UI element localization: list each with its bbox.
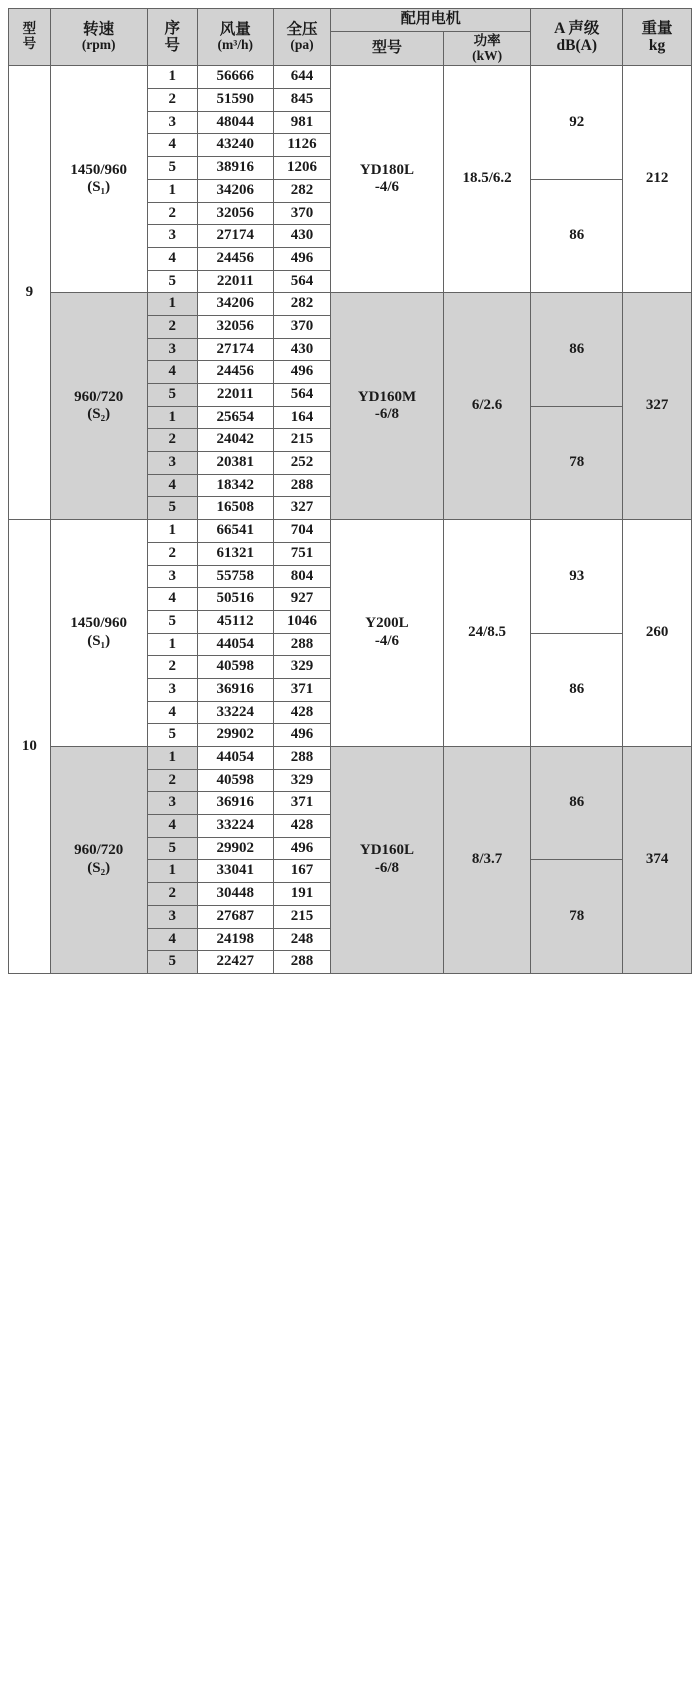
cell-airflow: 51590 bbox=[197, 89, 273, 112]
cell-sequence: 2 bbox=[147, 542, 197, 565]
cell-sequence: 5 bbox=[147, 384, 197, 407]
cell-total-pressure: 371 bbox=[273, 678, 330, 701]
cell-speed: 1450/960 (S₁) bbox=[50, 520, 147, 747]
cell-sequence: 3 bbox=[147, 338, 197, 361]
cell-total-pressure: 496 bbox=[273, 247, 330, 270]
cell-sequence: 2 bbox=[147, 429, 197, 452]
cell-sequence: 3 bbox=[147, 111, 197, 134]
cell-sequence: 3 bbox=[147, 565, 197, 588]
cell-airflow: 22427 bbox=[197, 951, 273, 974]
cell-airflow: 24456 bbox=[197, 247, 273, 270]
cell-motor-power: 18.5/6.2 bbox=[443, 66, 531, 293]
cell-sequence: 5 bbox=[147, 497, 197, 520]
cell-motor-power: 24/8.5 bbox=[443, 520, 531, 747]
cell-airflow: 27174 bbox=[197, 225, 273, 248]
cell-sequence: 4 bbox=[147, 588, 197, 611]
cell-airflow: 18342 bbox=[197, 474, 273, 497]
cell-total-pressure: 496 bbox=[273, 837, 330, 860]
cell-sequence: 4 bbox=[147, 361, 197, 384]
cell-sequence: 2 bbox=[147, 769, 197, 792]
cell-sequence: 4 bbox=[147, 701, 197, 724]
cell-total-pressure: 282 bbox=[273, 179, 330, 202]
cell-airflow: 32056 bbox=[197, 202, 273, 225]
cell-sequence: 5 bbox=[147, 951, 197, 974]
cell-sequence: 1 bbox=[147, 293, 197, 316]
cell-total-pressure: 644 bbox=[273, 66, 330, 89]
cell-airflow: 29902 bbox=[197, 837, 273, 860]
cell-airflow: 45112 bbox=[197, 610, 273, 633]
cell-sequence: 2 bbox=[147, 656, 197, 679]
table-row bbox=[9, 66, 692, 89]
cell-airflow: 44054 bbox=[197, 633, 273, 656]
cell-noise: 78 bbox=[531, 406, 623, 519]
cell-airflow: 32056 bbox=[197, 315, 273, 338]
cell-total-pressure: 167 bbox=[273, 860, 330, 883]
cell-sequence: 1 bbox=[147, 406, 197, 429]
cell-total-pressure: 329 bbox=[273, 656, 330, 679]
cell-total-pressure: 252 bbox=[273, 452, 330, 475]
header-motor-type: 型号 bbox=[331, 31, 444, 66]
cell-airflow: 55758 bbox=[197, 565, 273, 588]
cell-airflow: 38916 bbox=[197, 157, 273, 180]
cell-total-pressure: 288 bbox=[273, 951, 330, 974]
header-sequence: 序 号 bbox=[147, 9, 197, 66]
cell-sequence: 5 bbox=[147, 724, 197, 747]
cell-total-pressure: 288 bbox=[273, 633, 330, 656]
cell-weight: 327 bbox=[623, 293, 692, 520]
cell-motor-power: 6/2.6 bbox=[443, 293, 531, 520]
table-row bbox=[9, 747, 692, 770]
cell-airflow: 22011 bbox=[197, 270, 273, 293]
fan-specification-table bbox=[8, 8, 692, 974]
cell-noise: 86 bbox=[531, 293, 623, 406]
cell-sequence: 5 bbox=[147, 610, 197, 633]
cell-speed: 960/720 (S₂) bbox=[50, 293, 147, 520]
cell-noise: 92 bbox=[531, 66, 623, 179]
cell-airflow: 36916 bbox=[197, 792, 273, 815]
cell-airflow: 34206 bbox=[197, 293, 273, 316]
cell-total-pressure: 248 bbox=[273, 928, 330, 951]
cell-total-pressure: 282 bbox=[273, 293, 330, 316]
header-motor-power: 功率 (kW) bbox=[443, 31, 531, 66]
cell-sequence: 2 bbox=[147, 89, 197, 112]
cell-total-pressure: 288 bbox=[273, 747, 330, 770]
cell-airflow: 16508 bbox=[197, 497, 273, 520]
cell-airflow: 24456 bbox=[197, 361, 273, 384]
cell-total-pressure: 845 bbox=[273, 89, 330, 112]
cell-airflow: 40598 bbox=[197, 769, 273, 792]
cell-sequence: 1 bbox=[147, 66, 197, 89]
cell-airflow: 24198 bbox=[197, 928, 273, 951]
cell-airflow: 25654 bbox=[197, 406, 273, 429]
cell-motor-type: YD160L -6/8 bbox=[331, 747, 444, 974]
cell-airflow: 20381 bbox=[197, 452, 273, 475]
cell-sequence: 5 bbox=[147, 837, 197, 860]
table-body bbox=[9, 66, 692, 974]
cell-total-pressure: 430 bbox=[273, 338, 330, 361]
cell-sequence: 3 bbox=[147, 225, 197, 248]
cell-sequence: 4 bbox=[147, 815, 197, 838]
cell-total-pressure: 327 bbox=[273, 497, 330, 520]
cell-sequence: 5 bbox=[147, 157, 197, 180]
cell-total-pressure: 564 bbox=[273, 270, 330, 293]
cell-sequence: 4 bbox=[147, 928, 197, 951]
cell-sequence: 2 bbox=[147, 202, 197, 225]
header-weight: 重量 kg bbox=[623, 9, 692, 66]
cell-airflow: 56666 bbox=[197, 66, 273, 89]
cell-total-pressure: 564 bbox=[273, 384, 330, 407]
cell-total-pressure: 215 bbox=[273, 905, 330, 928]
cell-motor-type: YD160M -6/8 bbox=[331, 293, 444, 520]
cell-airflow: 33224 bbox=[197, 701, 273, 724]
cell-motor-power: 8/3.7 bbox=[443, 747, 531, 974]
cell-total-pressure: 370 bbox=[273, 315, 330, 338]
cell-speed: 960/720 (S₂) bbox=[50, 747, 147, 974]
cell-total-pressure: 927 bbox=[273, 588, 330, 611]
cell-total-pressure: 1206 bbox=[273, 157, 330, 180]
cell-airflow: 22011 bbox=[197, 384, 273, 407]
header-motor-group: 配用电机 bbox=[331, 9, 531, 32]
cell-airflow: 43240 bbox=[197, 134, 273, 157]
cell-airflow: 29902 bbox=[197, 724, 273, 747]
table-row bbox=[9, 520, 692, 543]
cell-total-pressure: 704 bbox=[273, 520, 330, 543]
header-total-pressure: 全压 (pa) bbox=[273, 9, 330, 66]
cell-airflow: 44054 bbox=[197, 747, 273, 770]
cell-total-pressure: 288 bbox=[273, 474, 330, 497]
table-header bbox=[9, 9, 692, 66]
cell-total-pressure: 981 bbox=[273, 111, 330, 134]
cell-sequence: 1 bbox=[147, 633, 197, 656]
header-airflow: 风量 (m³/h) bbox=[197, 9, 273, 66]
cell-speed: 1450/960 (S₁) bbox=[50, 66, 147, 293]
table-row bbox=[9, 293, 692, 316]
cell-sequence: 3 bbox=[147, 678, 197, 701]
cell-airflow: 61321 bbox=[197, 542, 273, 565]
cell-sequence: 1 bbox=[147, 860, 197, 883]
cell-total-pressure: 496 bbox=[273, 361, 330, 384]
cell-motor-type: YD180L -4/6 bbox=[331, 66, 444, 293]
cell-weight: 212 bbox=[623, 66, 692, 293]
cell-total-pressure: 428 bbox=[273, 701, 330, 724]
header-noise: A 声级 dB(A) bbox=[531, 9, 623, 66]
cell-sequence: 1 bbox=[147, 520, 197, 543]
cell-total-pressure: 191 bbox=[273, 883, 330, 906]
cell-total-pressure: 430 bbox=[273, 225, 330, 248]
cell-airflow: 27687 bbox=[197, 905, 273, 928]
cell-total-pressure: 371 bbox=[273, 792, 330, 815]
header-row-1 bbox=[9, 9, 692, 32]
cell-total-pressure: 428 bbox=[273, 815, 330, 838]
header-speed: 转速 (rpm) bbox=[50, 9, 147, 66]
cell-sequence: 4 bbox=[147, 247, 197, 270]
cell-noise: 86 bbox=[531, 633, 623, 746]
cell-noise: 86 bbox=[531, 747, 623, 860]
cell-total-pressure: 370 bbox=[273, 202, 330, 225]
cell-airflow: 34206 bbox=[197, 179, 273, 202]
cell-total-pressure: 329 bbox=[273, 769, 330, 792]
cell-model: 10 bbox=[9, 520, 51, 974]
cell-weight: 260 bbox=[623, 520, 692, 747]
cell-total-pressure: 804 bbox=[273, 565, 330, 588]
cell-sequence: 3 bbox=[147, 452, 197, 475]
cell-airflow: 36916 bbox=[197, 678, 273, 701]
header-model: 型 号 bbox=[9, 9, 51, 66]
cell-airflow: 30448 bbox=[197, 883, 273, 906]
cell-total-pressure: 496 bbox=[273, 724, 330, 747]
cell-sequence: 4 bbox=[147, 134, 197, 157]
cell-sequence: 5 bbox=[147, 270, 197, 293]
cell-total-pressure: 164 bbox=[273, 406, 330, 429]
cell-sequence: 3 bbox=[147, 792, 197, 815]
cell-sequence: 1 bbox=[147, 179, 197, 202]
cell-noise: 93 bbox=[531, 520, 623, 633]
cell-sequence: 4 bbox=[147, 474, 197, 497]
cell-noise: 78 bbox=[531, 860, 623, 973]
cell-total-pressure: 1046 bbox=[273, 610, 330, 633]
cell-airflow: 24042 bbox=[197, 429, 273, 452]
cell-airflow: 66541 bbox=[197, 520, 273, 543]
cell-sequence: 3 bbox=[147, 905, 197, 928]
cell-total-pressure: 751 bbox=[273, 542, 330, 565]
cell-weight: 374 bbox=[623, 747, 692, 974]
cell-airflow: 50516 bbox=[197, 588, 273, 611]
cell-total-pressure: 1126 bbox=[273, 134, 330, 157]
cell-airflow: 27174 bbox=[197, 338, 273, 361]
cell-model: 9 bbox=[9, 66, 51, 520]
cell-total-pressure: 215 bbox=[273, 429, 330, 452]
cell-noise: 86 bbox=[531, 179, 623, 292]
cell-airflow: 40598 bbox=[197, 656, 273, 679]
cell-motor-type: Y200L -4/6 bbox=[331, 520, 444, 747]
cell-airflow: 33041 bbox=[197, 860, 273, 883]
cell-sequence: 1 bbox=[147, 747, 197, 770]
cell-airflow: 33224 bbox=[197, 815, 273, 838]
cell-airflow: 48044 bbox=[197, 111, 273, 134]
cell-sequence: 2 bbox=[147, 315, 197, 338]
cell-sequence: 2 bbox=[147, 883, 197, 906]
